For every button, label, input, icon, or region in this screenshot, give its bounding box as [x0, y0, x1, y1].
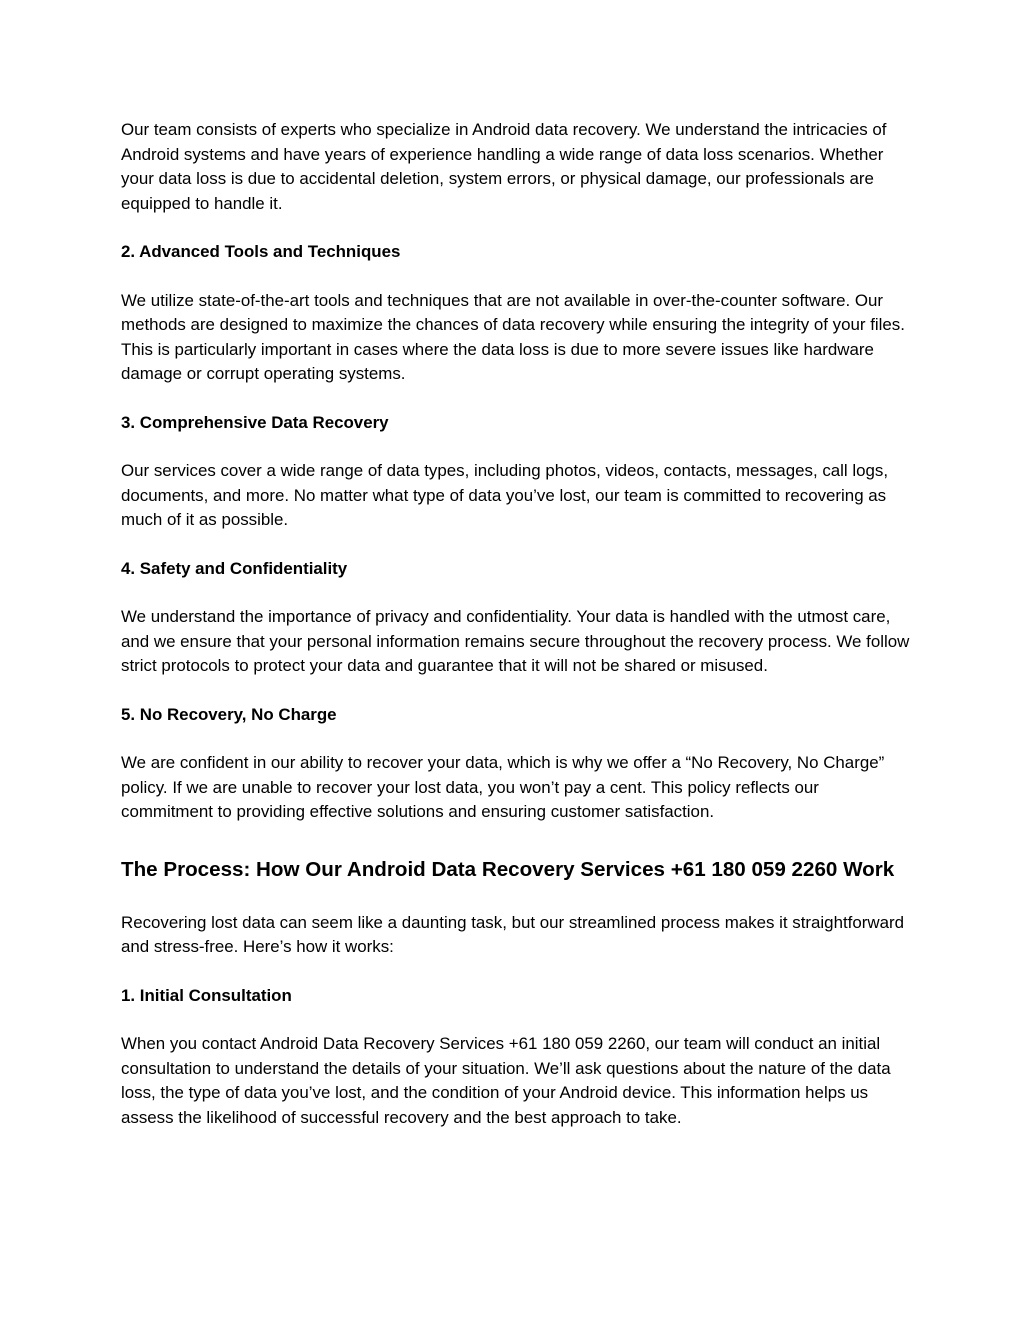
paragraph-comprehensive-recovery: Our services cover a wide range of data types, including photos, videos, contacts, messages, call logs, documents, and more. No matter what type of data you’ve lost, our team is committed to recovering as much of it as possible.: [121, 461, 889, 529]
paragraph-safety-confidentiality: We understand the importance of privacy and confidentiality. Your data is handled with the utmost care, and we ensure that your personal information remains secure throughout the recovery process. We follow strict protocols to protect your data and guarantee that it will not be shared or misused.: [121, 607, 910, 675]
heading-safety-confidentiality: 4. Safety and Confidentiality: [121, 558, 348, 578]
heading-initial-consultation: 1. Initial Consultation: [121, 985, 292, 1005]
paragraph-advanced-tools: We utilize state-of-the-art tools and techniques that are not available in over-the-counter software. Our methods are designed to maximize the chances of data recovery while ensuring the integrity of your files. This is particularly important in cases where the data loss is due to more severe issues like hardware damage or corrupt operating systems.: [121, 290, 905, 383]
paragraph-initial-consultation: When you contact Android Data Recovery Services +61 180 059 2260, our team will conduct an initial consultation to understand the details of your situation. We’ll ask questions about the nature of the data loss, the type of data you’ve lost, and the condition of your Android device. This information helps us assess the likelihood of successful recovery and the best approach to take.: [121, 1034, 891, 1127]
document-content: [121, 118, 911, 1130]
section-heading-process: The Process: How Our Android Data Recovery Services +61 180 059 2260 Work: [121, 857, 895, 881]
heading-no-recovery-no-charge: 5. No Recovery, No Charge: [121, 704, 337, 724]
heading-comprehensive-recovery: 3. Comprehensive Data Recovery: [121, 412, 389, 432]
paragraph-process-intro: Recovering lost data can seem like a daunting task, but our streamlined process makes it straightforward and stress-free. Here’s how it works:: [121, 912, 904, 956]
paragraph-no-recovery-no-charge: We are confident in our ability to recover your data, which is why we offer a “No Recovery, No Charge” policy. If we are unable to recover your lost data, you won’t pay a cent. This policy reflects our commitment to providing effective solutions and ensuring customer satisfaction.: [121, 753, 885, 821]
paragraph-team-expertise: Our team consists of experts who specialize in Android data recovery. We understand the intricacies of Android systems and have years of experience handling a wide range of data loss scenarios. Whether your data loss is due to accidental deletion, system errors, or physical damage, our professionals are equipped to handle it.: [121, 120, 887, 213]
heading-advanced-tools: 2. Advanced Tools and Techniques: [121, 242, 401, 261]
